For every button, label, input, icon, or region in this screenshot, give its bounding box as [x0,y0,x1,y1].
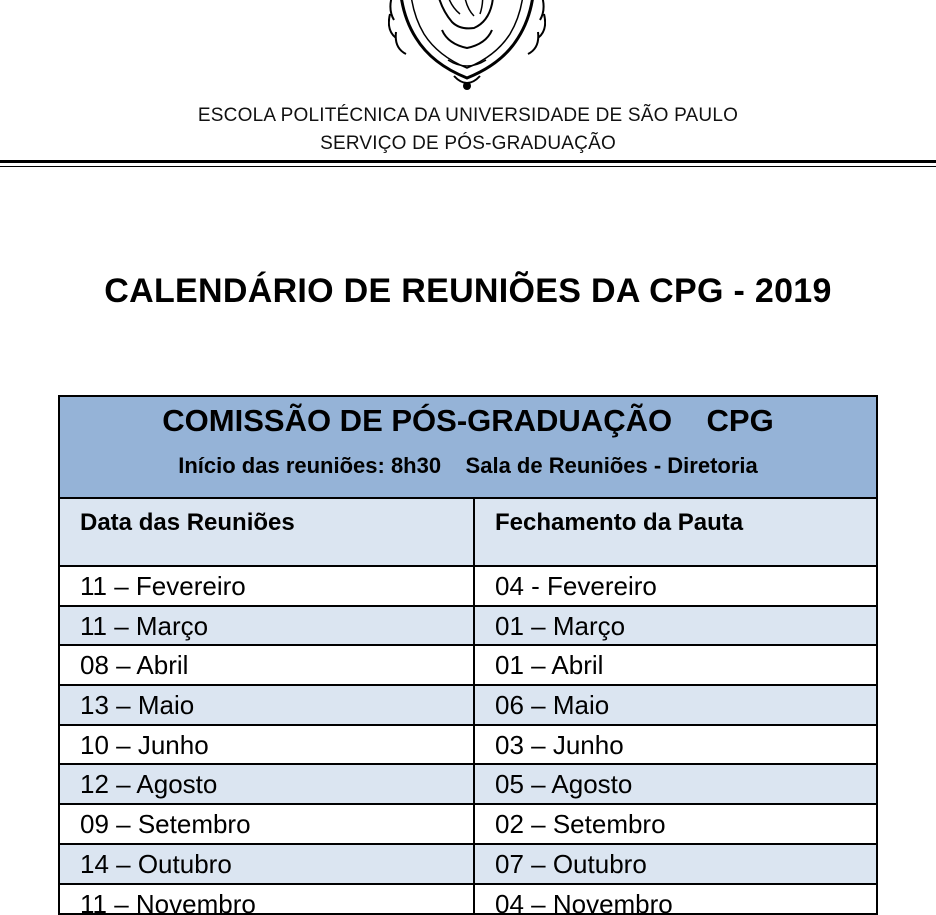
table-row [60,726,876,766]
agenda-closing-cell: 05 – Agosto [475,765,876,803]
meeting-date-cell: 10 – Junho [60,726,475,764]
meeting-date-cell: 11 – Novembro [60,885,475,915]
column-header-agenda-closing: Fechamento da Pauta [475,499,876,565]
meetings-table [58,395,878,915]
header-divider [0,160,936,163]
service-name: SERVIÇO DE PÓS-GRADUAÇÃO [0,133,936,155]
meeting-date-cell: 11 – Março [60,607,475,645]
committee-header [60,397,876,499]
meeting-date-cell: 11 – Fevereiro [60,567,475,605]
table-row [60,805,876,845]
agenda-closing-cell: 01 – Março [475,607,876,645]
page-title: CALENDÁRIO DE REUNIÕES DA CPG - 2019 [0,272,936,311]
meeting-date-cell: 14 – Outubro [60,845,475,883]
institution-name: ESCOLA POLITÉCNICA DA UNIVERSIDADE DE SÃO PAULO [0,105,936,127]
committee-subtitle: Início das reuniões: 8h30 Sala de Reuniões - Diretoria [60,453,876,479]
agenda-closing-cell: 06 – Maio [475,686,876,724]
meeting-date-cell: 13 – Maio [60,686,475,724]
table-row [60,567,876,607]
agenda-closing-cell: 04 – Novembro [475,885,876,915]
table-row [60,765,876,805]
agenda-closing-cell: 04 - Fevereiro [475,567,876,605]
agenda-closing-cell: 02 – Setembro [475,805,876,843]
meeting-date-cell: 12 – Agosto [60,765,475,803]
table-row [60,646,876,686]
agenda-closing-cell: 01 – Abril [475,646,876,684]
meeting-date-cell: 09 – Setembro [60,805,475,843]
header-divider-thin [0,166,936,167]
table-row [60,607,876,647]
meeting-date-cell: 08 – Abril [60,646,475,684]
committee-title: COMISSÃO DE PÓS-GRADUAÇÃO CPG [60,403,876,439]
table-row [60,845,876,885]
table-row [60,885,876,915]
column-header-row [60,499,876,567]
agenda-closing-cell: 03 – Junho [475,726,876,764]
table-row [60,686,876,726]
agenda-closing-cell: 07 – Outubro [475,845,876,883]
column-header-meeting-date: Data das Reuniões [60,499,475,565]
university-seal-icon [388,0,546,92]
